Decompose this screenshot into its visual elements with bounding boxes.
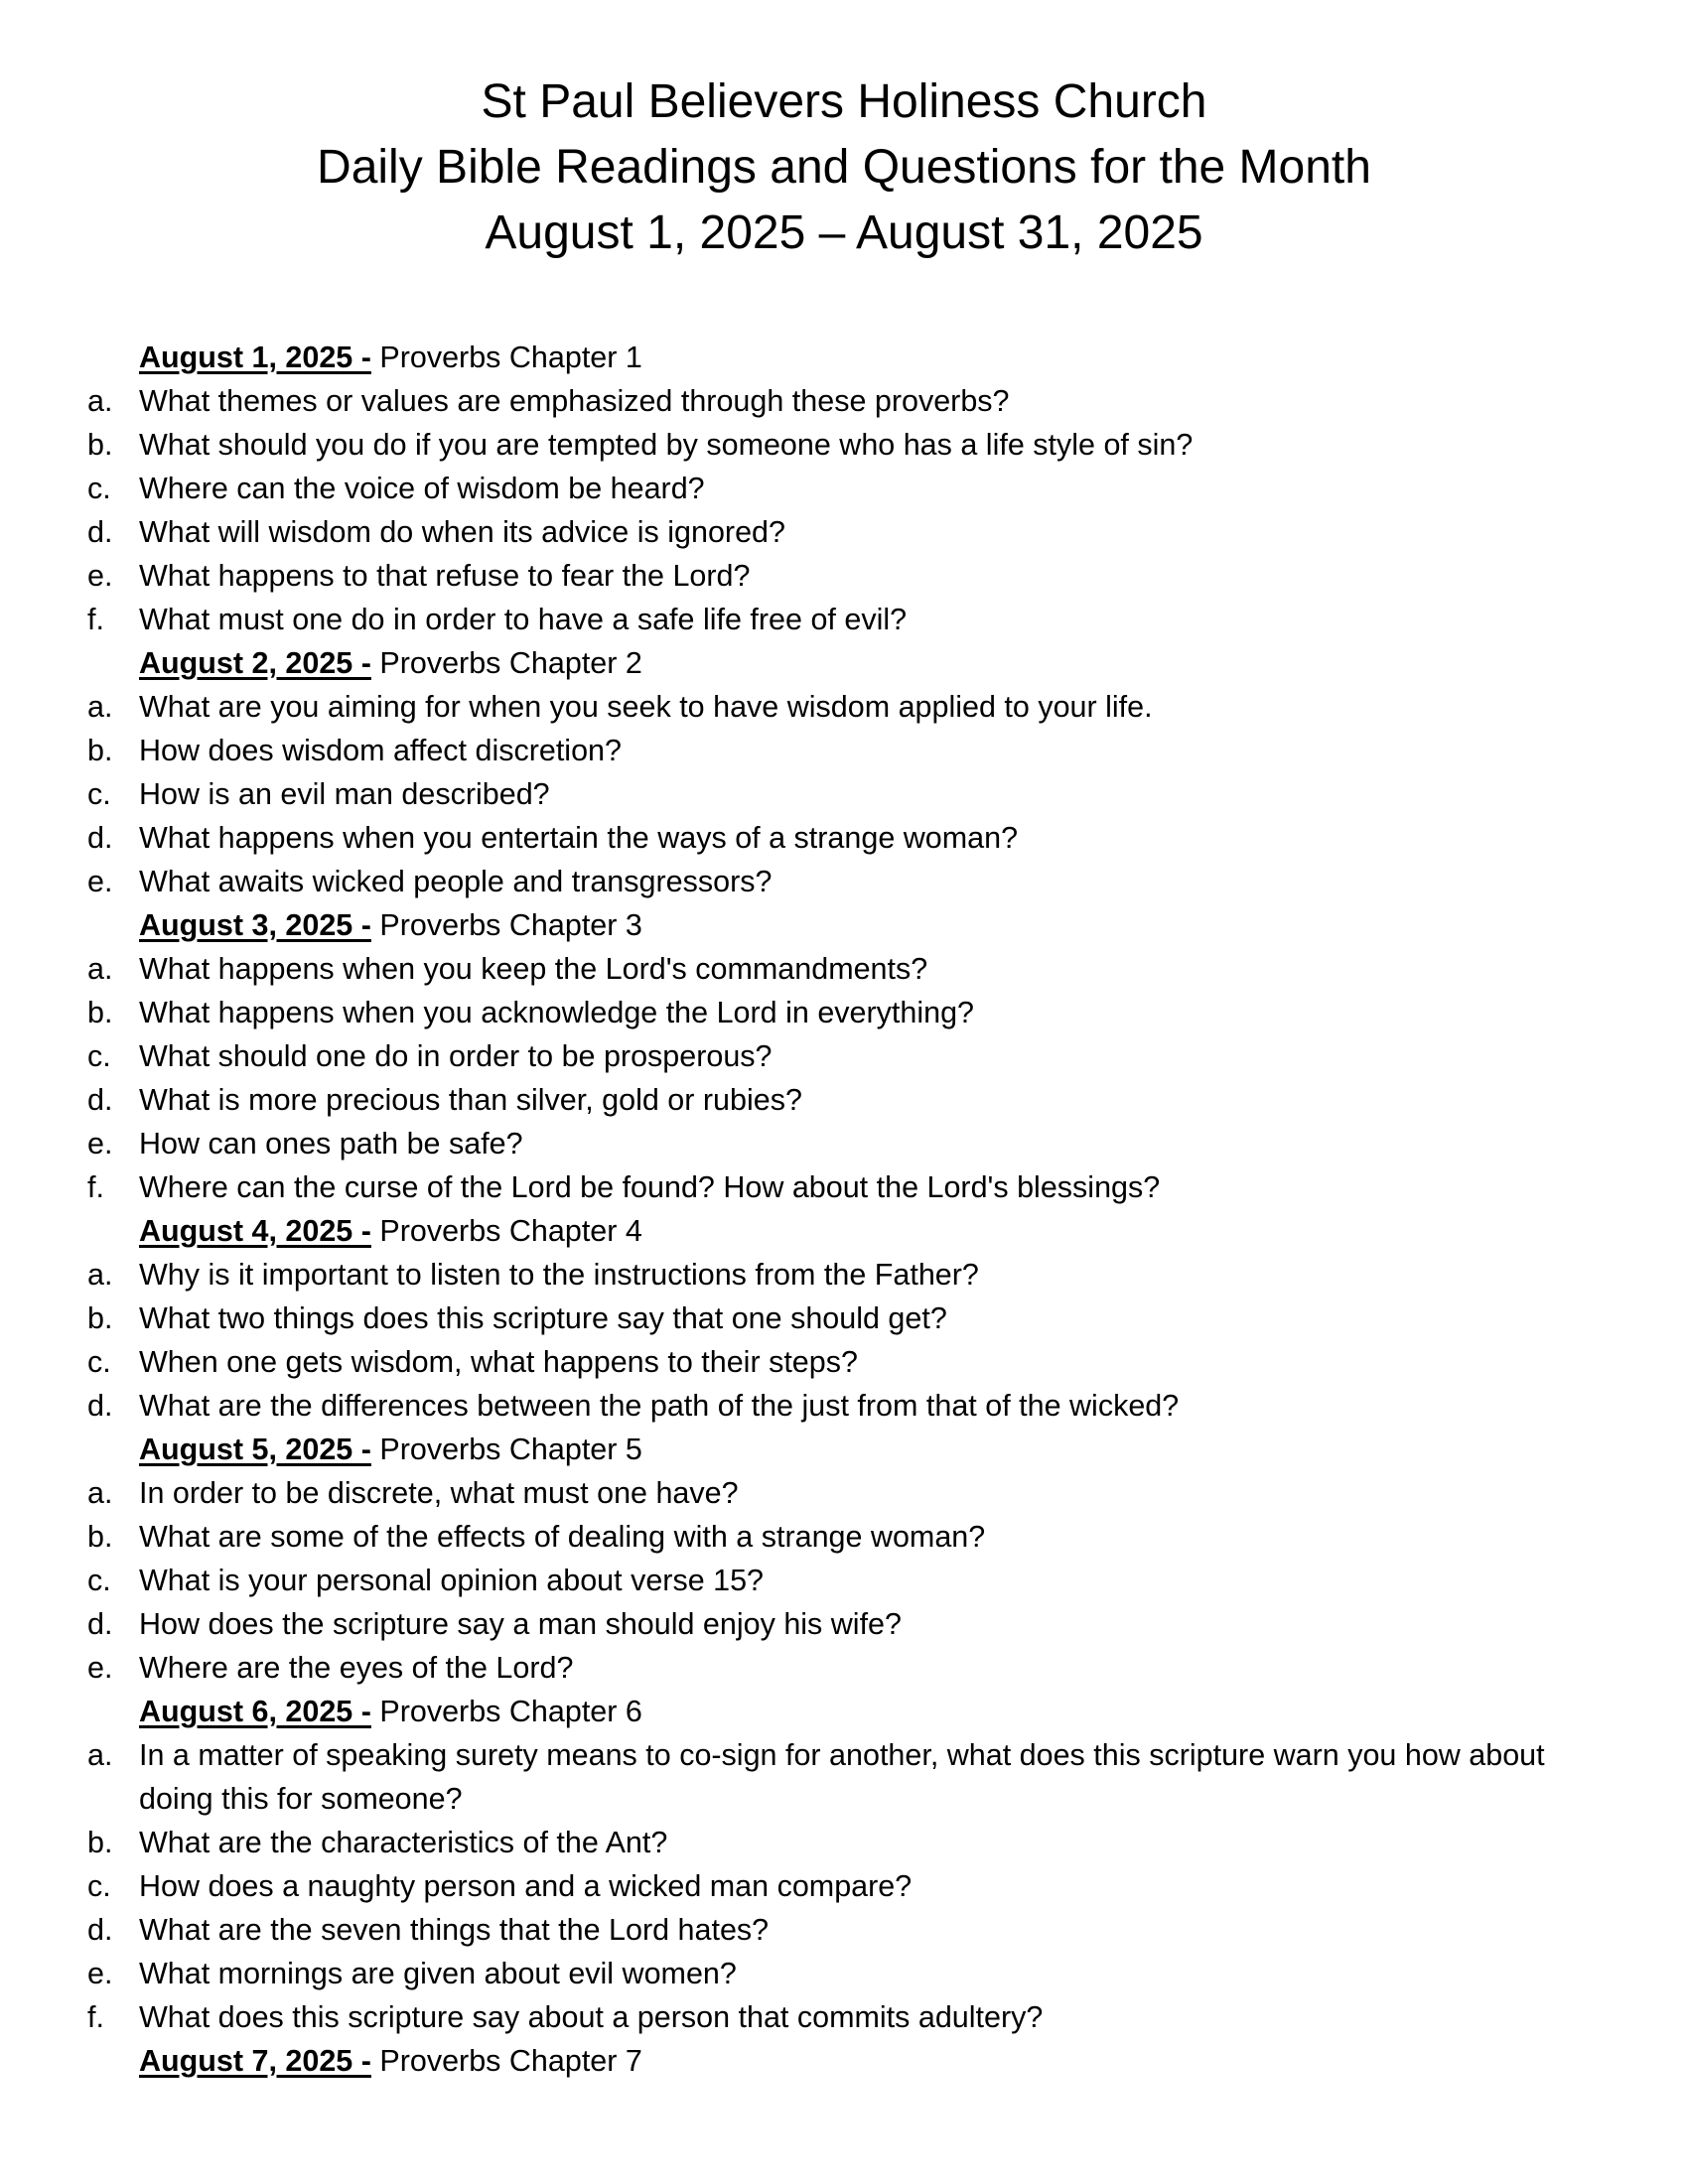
- reading-chapter: Proverbs Chapter 3: [370, 908, 642, 942]
- question-item: [0, 1602, 1688, 1646]
- question-text: Where can the voice of wisdom be heard?: [139, 472, 705, 505]
- question-text: What happens when you keep the Lord's commandments?: [139, 952, 928, 986]
- question-item: [0, 685, 1688, 729]
- question-item: [0, 816, 1688, 860]
- question-letter: c.: [87, 1039, 111, 1073]
- question-letter: d.: [87, 1607, 113, 1641]
- question-text: In order to be discrete, what must one have?: [139, 1476, 739, 1510]
- question-item: [0, 947, 1688, 991]
- question-item: [0, 1559, 1688, 1602]
- question-item: [0, 1995, 1688, 2039]
- day-header: [0, 1690, 1688, 1733]
- question-text: What must one do in order to have a safe life free of evil?: [139, 603, 908, 636]
- question-letter: b.: [87, 734, 113, 767]
- question-letter: a.: [87, 1738, 113, 1772]
- day-header: [0, 903, 1688, 947]
- question-letter: f.: [87, 603, 104, 636]
- question-letter: f.: [87, 1170, 104, 1204]
- question-letter: d.: [87, 821, 113, 855]
- question-item: [0, 554, 1688, 598]
- question-letter: e.: [87, 1651, 113, 1685]
- question-letter: a.: [87, 1476, 113, 1510]
- reading-date: August 3, 2025 -: [139, 908, 371, 942]
- date-range: August 1, 2025 – August 31, 2025: [485, 206, 1203, 259]
- church-name: St Paul Believers Holiness Church: [481, 75, 1207, 128]
- question-text: What themes or values are emphasized through these proverbs?: [139, 384, 1010, 418]
- day-header-text: [139, 903, 642, 947]
- reading-chapter: Proverbs Chapter 5: [370, 1433, 642, 1466]
- question-item: [0, 991, 1688, 1034]
- reading-date: August 4, 2025 -: [139, 1214, 371, 1248]
- question-text: What awaits wicked people and transgressors?: [139, 865, 773, 898]
- reading-chapter: Proverbs Chapter 2: [370, 646, 642, 680]
- reading-date: August 6, 2025 -: [139, 1695, 371, 1728]
- question-text: What is your personal opinion about verse 15?: [139, 1564, 765, 1597]
- day-header-text: [139, 1428, 642, 1471]
- reading-date: August 1, 2025 -: [139, 341, 371, 374]
- question-text: What will wisdom do when its advice is ignored?: [139, 515, 785, 549]
- question-letter: f.: [87, 2000, 104, 2034]
- document-title: [0, 69, 1688, 266]
- day-header-text: [139, 336, 642, 379]
- question-letter: e.: [87, 1957, 113, 1990]
- question-item: [0, 1646, 1688, 1690]
- question-item: [0, 1952, 1688, 1995]
- question-item: [0, 1034, 1688, 1078]
- question-letter: a.: [87, 1258, 113, 1292]
- question-text: In a matter of speaking surety means to co-sign for another, what does this scripture warn you how about doing this for someone?: [139, 1738, 1545, 1816]
- question-text: What happens when you acknowledge the Lord in everything?: [139, 996, 974, 1029]
- question-letter: b.: [87, 428, 113, 462]
- question-text: How does a naughty person and a wicked man compare?: [139, 1869, 913, 1903]
- question-item: [0, 772, 1688, 816]
- question-item: [0, 1122, 1688, 1165]
- day-header-text: [139, 1209, 642, 1253]
- question-text: What is more precious than silver, gold or rubies?: [139, 1083, 802, 1117]
- question-letter: e.: [87, 559, 113, 593]
- question-item: [0, 510, 1688, 554]
- question-text: What are the characteristics of the Ant?: [139, 1826, 668, 1859]
- question-text: What happens when you entertain the ways of a strange woman?: [139, 821, 1019, 855]
- question-letter: c.: [87, 1869, 111, 1903]
- question-item: [0, 1864, 1688, 1908]
- day-header-text: [139, 2039, 642, 2083]
- question-text: What happens to that refuse to fear the Lord?: [139, 559, 751, 593]
- question-letter: c.: [87, 1564, 111, 1597]
- question-text: Where are the eyes of the Lord?: [139, 1651, 574, 1685]
- question-item: [0, 1340, 1688, 1384]
- question-text: How does wisdom affect discretion?: [139, 734, 622, 767]
- question-item: [0, 423, 1688, 467]
- question-item: [0, 1253, 1688, 1297]
- question-text: What should one do in order to be prosperous?: [139, 1039, 773, 1073]
- day-header: [0, 1428, 1688, 1471]
- question-letter: b.: [87, 1520, 113, 1554]
- question-item: [0, 1297, 1688, 1340]
- question-letter: d.: [87, 1083, 113, 1117]
- question-text: How is an evil man described?: [139, 777, 550, 811]
- question-item: [0, 1165, 1688, 1209]
- question-text: What should you do if you are tempted by someone who has a life style of sin?: [139, 428, 1194, 462]
- question-text: When one gets wisdom, what happens to their steps?: [139, 1345, 858, 1379]
- day-header: [0, 2039, 1688, 2083]
- day-header: [0, 336, 1688, 379]
- question-letter: a.: [87, 952, 113, 986]
- day-header-text: [139, 1690, 642, 1733]
- question-letter: c.: [87, 472, 111, 505]
- question-letter: e.: [87, 1127, 113, 1160]
- reading-chapter: Proverbs Chapter 7: [370, 2044, 642, 2078]
- question-text: Where can the curse of the Lord be found? How about the Lord's blessings?: [139, 1170, 1161, 1204]
- question-text: How can ones path be safe?: [139, 1127, 523, 1160]
- document-subtitle: Daily Bible Readings and Questions for the Month: [317, 141, 1371, 194]
- question-item: [0, 1384, 1688, 1428]
- question-text: What are some of the effects of dealing with a strange woman?: [139, 1520, 986, 1554]
- question-letter: a.: [87, 690, 113, 724]
- question-text: What are the seven things that the Lord hates?: [139, 1913, 770, 1947]
- reading-chapter: Proverbs Chapter 1: [370, 341, 642, 374]
- day-header: [0, 641, 1688, 685]
- question-letter: b.: [87, 996, 113, 1029]
- question-item: [0, 598, 1688, 641]
- question-text: What does this scripture say about a person that commits adultery?: [139, 2000, 1044, 2034]
- question-item: [0, 467, 1688, 510]
- question-text: What are you aiming for when you seek to have wisdom applied to your life.: [139, 690, 1153, 724]
- question-text: How does the scripture say a man should enjoy his wife?: [139, 1607, 902, 1641]
- question-item: [0, 379, 1688, 423]
- question-item: [0, 1733, 1688, 1821]
- question-letter: d.: [87, 1913, 113, 1947]
- day-header: [0, 1209, 1688, 1253]
- reading-date: August 7, 2025 -: [139, 2044, 371, 2078]
- question-item: [0, 860, 1688, 903]
- reading-chapter: Proverbs Chapter 4: [370, 1214, 642, 1248]
- question-text: What are the differences between the path of the just from that of the wicked?: [139, 1389, 1180, 1423]
- question-item: [0, 1078, 1688, 1122]
- question-letter: b.: [87, 1301, 113, 1335]
- question-item: [0, 1471, 1688, 1515]
- question-item: [0, 729, 1688, 772]
- question-text: What two things does this scripture say that one should get?: [139, 1301, 947, 1335]
- reading-chapter: Proverbs Chapter 6: [370, 1695, 642, 1728]
- question-item: [0, 1515, 1688, 1559]
- question-text: What mornings are given about evil women?: [139, 1957, 737, 1990]
- question-text: Why is it important to listen to the instructions from the Father?: [139, 1258, 979, 1292]
- reading-date: August 5, 2025 -: [139, 1433, 371, 1466]
- question-item: [0, 1821, 1688, 1864]
- question-letter: d.: [87, 1389, 113, 1423]
- reading-date: August 2, 2025 -: [139, 646, 371, 680]
- question-letter: c.: [87, 777, 111, 811]
- question-letter: c.: [87, 1345, 111, 1379]
- question-letter: b.: [87, 1826, 113, 1859]
- readings-list: [0, 336, 1688, 2083]
- question-letter: e.: [87, 865, 113, 898]
- question-letter: d.: [87, 515, 113, 549]
- day-header-text: [139, 641, 642, 685]
- question-letter: a.: [87, 384, 113, 418]
- question-item: [0, 1908, 1688, 1952]
